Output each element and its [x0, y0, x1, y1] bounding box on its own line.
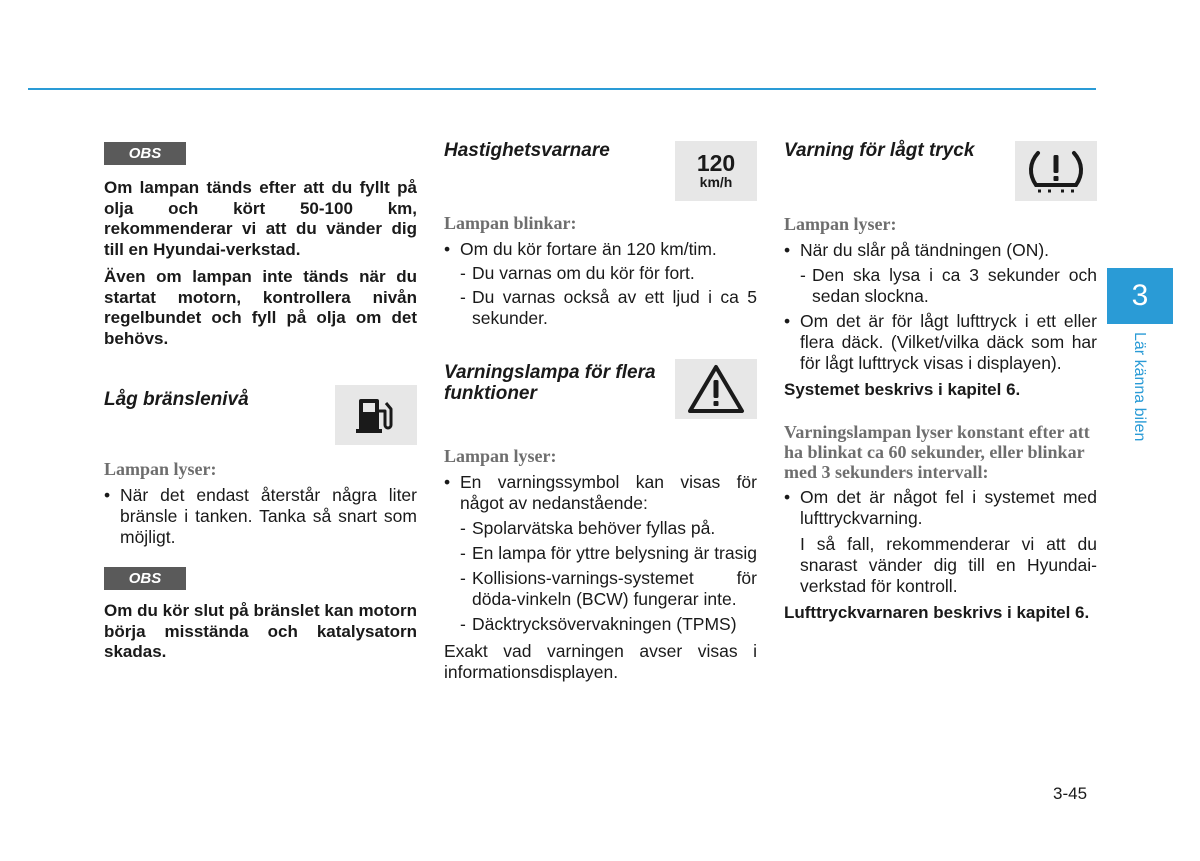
sub-list-item: - Du varnas också av ett ljud i ca 5 sekunder.: [444, 287, 757, 329]
page-number: 3-45: [1053, 784, 1088, 803]
list-item: • Om det är något fel i systemet med lufttryckvarning.: [784, 487, 1097, 529]
tire-pressure-icon: [1015, 141, 1097, 201]
obs-label: OBS: [104, 142, 186, 165]
lamp-status-label: Lampan lyser:: [784, 214, 897, 234]
fuel-pump-icon: [335, 385, 417, 445]
list-item: • När du slår på tändningen (ON).: [784, 240, 1097, 261]
speed-unit: km/h: [699, 174, 733, 190]
lamp-status-label: Varningslampan lyser konstant efter att ha blinkat ca 60 sekunder, eller blinkar med 3 sekunders intervall:: [784, 421, 1090, 482]
lamp-status-label: Lampan lyser:: [104, 459, 217, 479]
list-item: • Om du kör fortare än 120 km/tim.: [444, 239, 757, 260]
chapter-title: Lär känna bilen: [1131, 332, 1148, 442]
obs-text: Om lampan tänds efter att du fyllt på olja och kört 50-100 km, rekommenderar vi att du vänder dig till en Hyundai-verkstad.: [104, 178, 417, 259]
sub-list-item: - Den ska lysa i ca 3 sekunder och sedan slockna.: [784, 265, 1097, 307]
reference-text: Lufttryckvarnaren beskrivs i kapitel 6.: [784, 602, 1090, 622]
column-1: [104, 138, 417, 663]
column-3: [784, 138, 1097, 623]
speed-120-icon: [675, 141, 757, 201]
sub-list-item: - Du varnas om du kör för fort.: [444, 263, 757, 284]
section-title-low-fuel: Låg bränslenivå: [104, 389, 249, 410]
info-text: I så fall, rekommenderar vi att du snarast vänder dig till en Hyundai-verkstad för kontroll.: [800, 533, 1097, 596]
list-item: • När det endast återstår några liter bränsle i tanken. Tanka så snart som möjligt.: [104, 485, 417, 548]
warning-triangle-icon: [675, 359, 757, 419]
section-title-speed-warning: Hastighetsvarnare: [444, 140, 610, 161]
chapter-number-tab: 3: [1107, 268, 1173, 324]
header-rule: [28, 88, 1096, 90]
column-2: [444, 138, 757, 683]
obs-text: Om du kör slut på bränslet kan motorn börja misstända och katalysatorn skadas.: [104, 601, 417, 661]
sub-list-item: - Däcktrycksövervakningen (TPMS): [444, 614, 757, 635]
sub-list-item: - Kollisions-varnings-systemet för döda-vinkeln (BCW) fungerar inte.: [444, 568, 757, 610]
obs-text: Även om lampan inte tänds när du startat motorn, kontrollera nivån regelbundet och fyll på olja om det behövs.: [104, 267, 417, 348]
sub-list-item: - Spolarvätska behöver fyllas på.: [444, 518, 757, 539]
list-item: • En varningssymbol kan visas för något av nedanstående:: [444, 472, 757, 514]
lamp-status-label: Lampan lyser:: [444, 446, 557, 466]
info-text: Exakt vad varningen avser visas i informationsdisplayen.: [444, 641, 757, 682]
reference-text: Systemet beskrivs i kapitel 6.: [784, 380, 1021, 399]
obs-label: OBS: [104, 567, 186, 590]
section-title-multi-warning: Varningslampa för flera funktioner: [444, 362, 656, 404]
sub-list-item: - En lampa för yttre belysning är trasig: [444, 543, 757, 564]
section-title-low-pressure: Varning för lågt tryck: [784, 140, 975, 161]
list-item: • Om det är för lågt lufttryck i ett eller flera däck. (Vilket/vilka däck som har för lågt lufttryck visas i displayen).: [784, 311, 1097, 374]
speed-value: 120: [696, 150, 736, 176]
lamp-status-label: Lampan blinkar:: [444, 213, 577, 233]
